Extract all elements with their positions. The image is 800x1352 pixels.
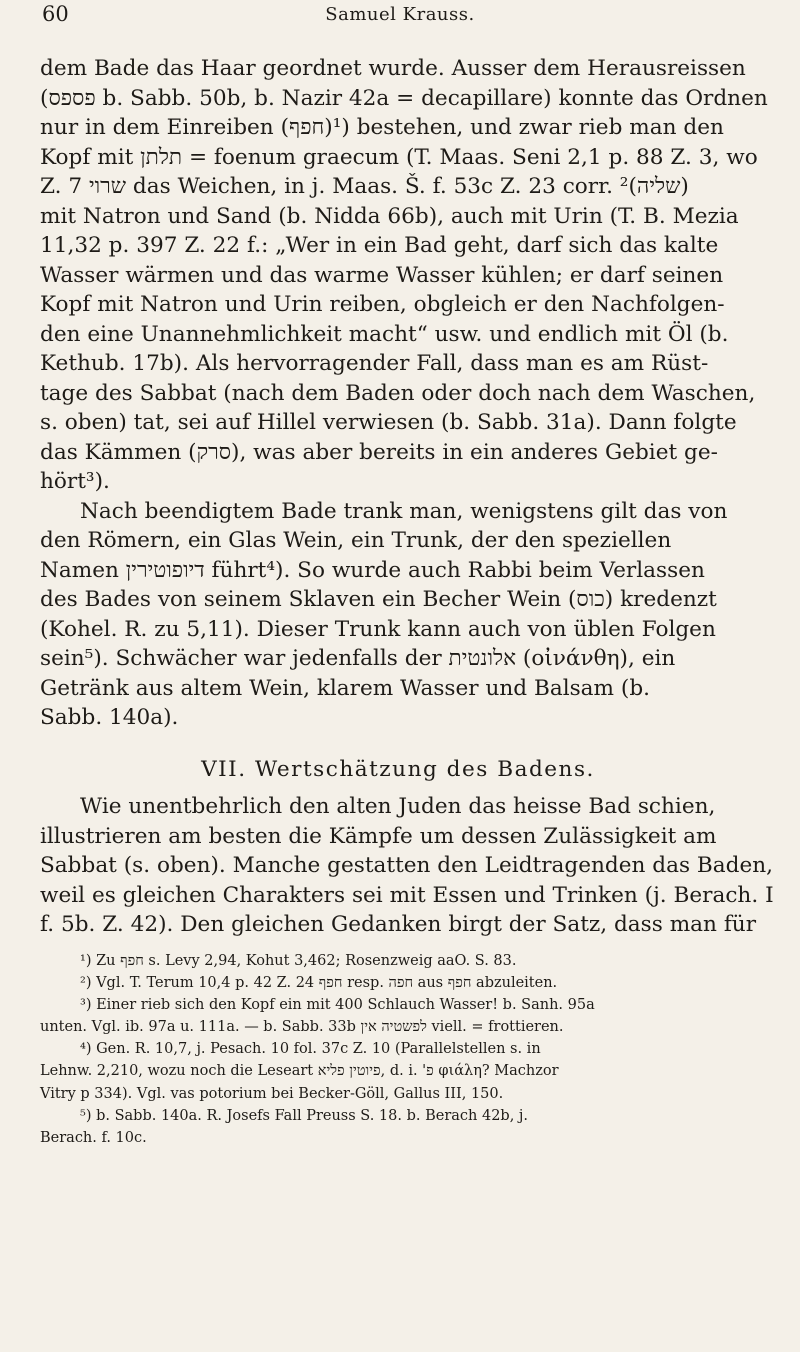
text-line: Sabbat (s. oben). Manche gestatten den Leidtragenden das Baden, bbox=[40, 853, 774, 878]
footnote-line: ⁴) Gen. R. 10,7, j. Pesach. 10 fol. 37c Z. 10 (Parallelstellen s. in bbox=[80, 1041, 541, 1058]
running-head: Samuel Krauss. bbox=[325, 4, 475, 25]
text-line: Wie unentbehrlich den alten Juden das heisse Bad schien, bbox=[80, 794, 716, 819]
footnote-line: ²) Vgl. T. Terum 10,4 p. 42 Z. 24 חפף resp. חפה aus חפף abzuleiten. bbox=[80, 974, 558, 991]
text-line: Kopf mit Natron und Urin reiben, obgleich er den Nachfolgen- bbox=[40, 292, 725, 317]
footnote-line: Vitry p 334). Vgl. vas potorium bei Becker-Göll, Gallus III, 150. bbox=[40, 1085, 504, 1102]
text-line: das Kämmen (סרק), was aber bereits in ein anderes Gebiet ge- bbox=[40, 439, 718, 465]
footnote-line: ¹) Zu חפף s. Levy 2,94, Kohut 3,462; Rosenzweig aaO. S. 83. bbox=[80, 952, 517, 969]
text-line: hört³). bbox=[40, 469, 110, 494]
text-line: Namen דיופוטירין führt⁴). So wurde auch Rabbi beim Verlassen bbox=[40, 557, 705, 583]
footnote-separator bbox=[40, 940, 756, 950]
text-line: Sabb. 140a). bbox=[40, 705, 179, 730]
text-line: (Kohel. R. zu 5,11). Dieser Trunk kann auch von üblen Folgen bbox=[40, 616, 716, 642]
text-line: Nach beendigtem Bade trank man, wenigstens gilt das von bbox=[80, 498, 728, 524]
text-line: den eine Unannehmlichkeit macht“ usw. und endlich mit Öl (b. bbox=[40, 321, 729, 347]
text-line: 11,32 p. 397 Z. 22 f.: „Wer in ein Bad geht, darf sich das kalte bbox=[40, 233, 719, 258]
main-text bbox=[40, 54, 774, 1149]
text-line: (פספס b. Sabb. 50b, b. Nazir 42a = decapillare) konnte das Ordnen bbox=[40, 85, 768, 111]
footnote-line: ⁵) b. Sabb. 140a. R. Josefs Fall Preuss S. 18. b. Berach 42b, j. bbox=[80, 1107, 529, 1124]
text-line: sein⁵). Schwächer war jedenfalls der אלונטית (οἰνάνθη), ein bbox=[40, 646, 676, 671]
section-heading: VII. Wertschätzung des Badens. bbox=[201, 756, 595, 782]
text-line: tage des Sabbat (nach dem Baden oder doch nach dem Waschen, bbox=[40, 380, 756, 406]
text-line: Kopf mit תלתן = foenum graecum (T. Maas. Seni 2,1 p. 88 Z. 3, wo bbox=[40, 144, 758, 170]
text-line: s. oben) tat, sei auf Hillel verwiesen (b. Sabb. 31a). Dann folgte bbox=[40, 410, 737, 435]
text-line: des Bades von seinem Sklaven ein Becher Wein (כוס) kredenzt bbox=[40, 587, 717, 612]
text-line: den Römern, ein Glas Wein, ein Trunk, der den speziellen bbox=[40, 528, 672, 553]
text-line: mit Natron und Sand (b. Nidda 66b), auch mit Urin (T. B. Mezia bbox=[40, 203, 739, 229]
text-line: dem Bade das Haar geordnet wurde. Ausser dem Herausreissen bbox=[40, 56, 746, 81]
text-line: Kethub. 17b). Als hervorragender Fall, dass man es am Rüst- bbox=[40, 351, 709, 376]
text-line: weil es gleichen Charakters sei mit Essen und Trinken (j. Berach. I bbox=[40, 882, 774, 908]
text-line: Getränk aus altem Wein, klarem Wasser und Balsam (b. bbox=[40, 675, 651, 701]
footnote-line: Berach. f. 10c. bbox=[40, 1130, 147, 1146]
text-line: Wasser wärmen und das warme Wasser kühlen; er darf seinen bbox=[40, 262, 724, 288]
footnote-line: unten. Vgl. ib. 97a u. 111a. — b. Sabb. 33b לפשטיה אין viell. = frottieren. bbox=[40, 1019, 564, 1036]
text-line: nur in dem Einreiben (חפף)¹) bestehen, und zwar rieb man den bbox=[40, 115, 724, 140]
text-line: illustrieren am besten die Kämpfe um dessen Zulässigkeit am bbox=[40, 823, 717, 849]
text-line: Z. 7 שרוי das Weichen, in j. Maas. Š. f. 53c Z. 23 corr. שליה)²) bbox=[40, 174, 689, 199]
footnote-line: ³) Einer rieb sich den Kopf ein mit 400 Schlauch Wasser! b. Sanh. 95a bbox=[80, 996, 595, 1013]
text-line: f. 5b. Z. 42). Den gleichen Gedanken birgt der Satz, dass man für bbox=[40, 912, 757, 937]
footnote-line: Lehnw. 2,210, wozu noch die Leseart פיוטין פליא, d. i. 'פ φιάλη? Machzor bbox=[40, 1063, 559, 1080]
page-number: 60 bbox=[42, 2, 69, 26]
